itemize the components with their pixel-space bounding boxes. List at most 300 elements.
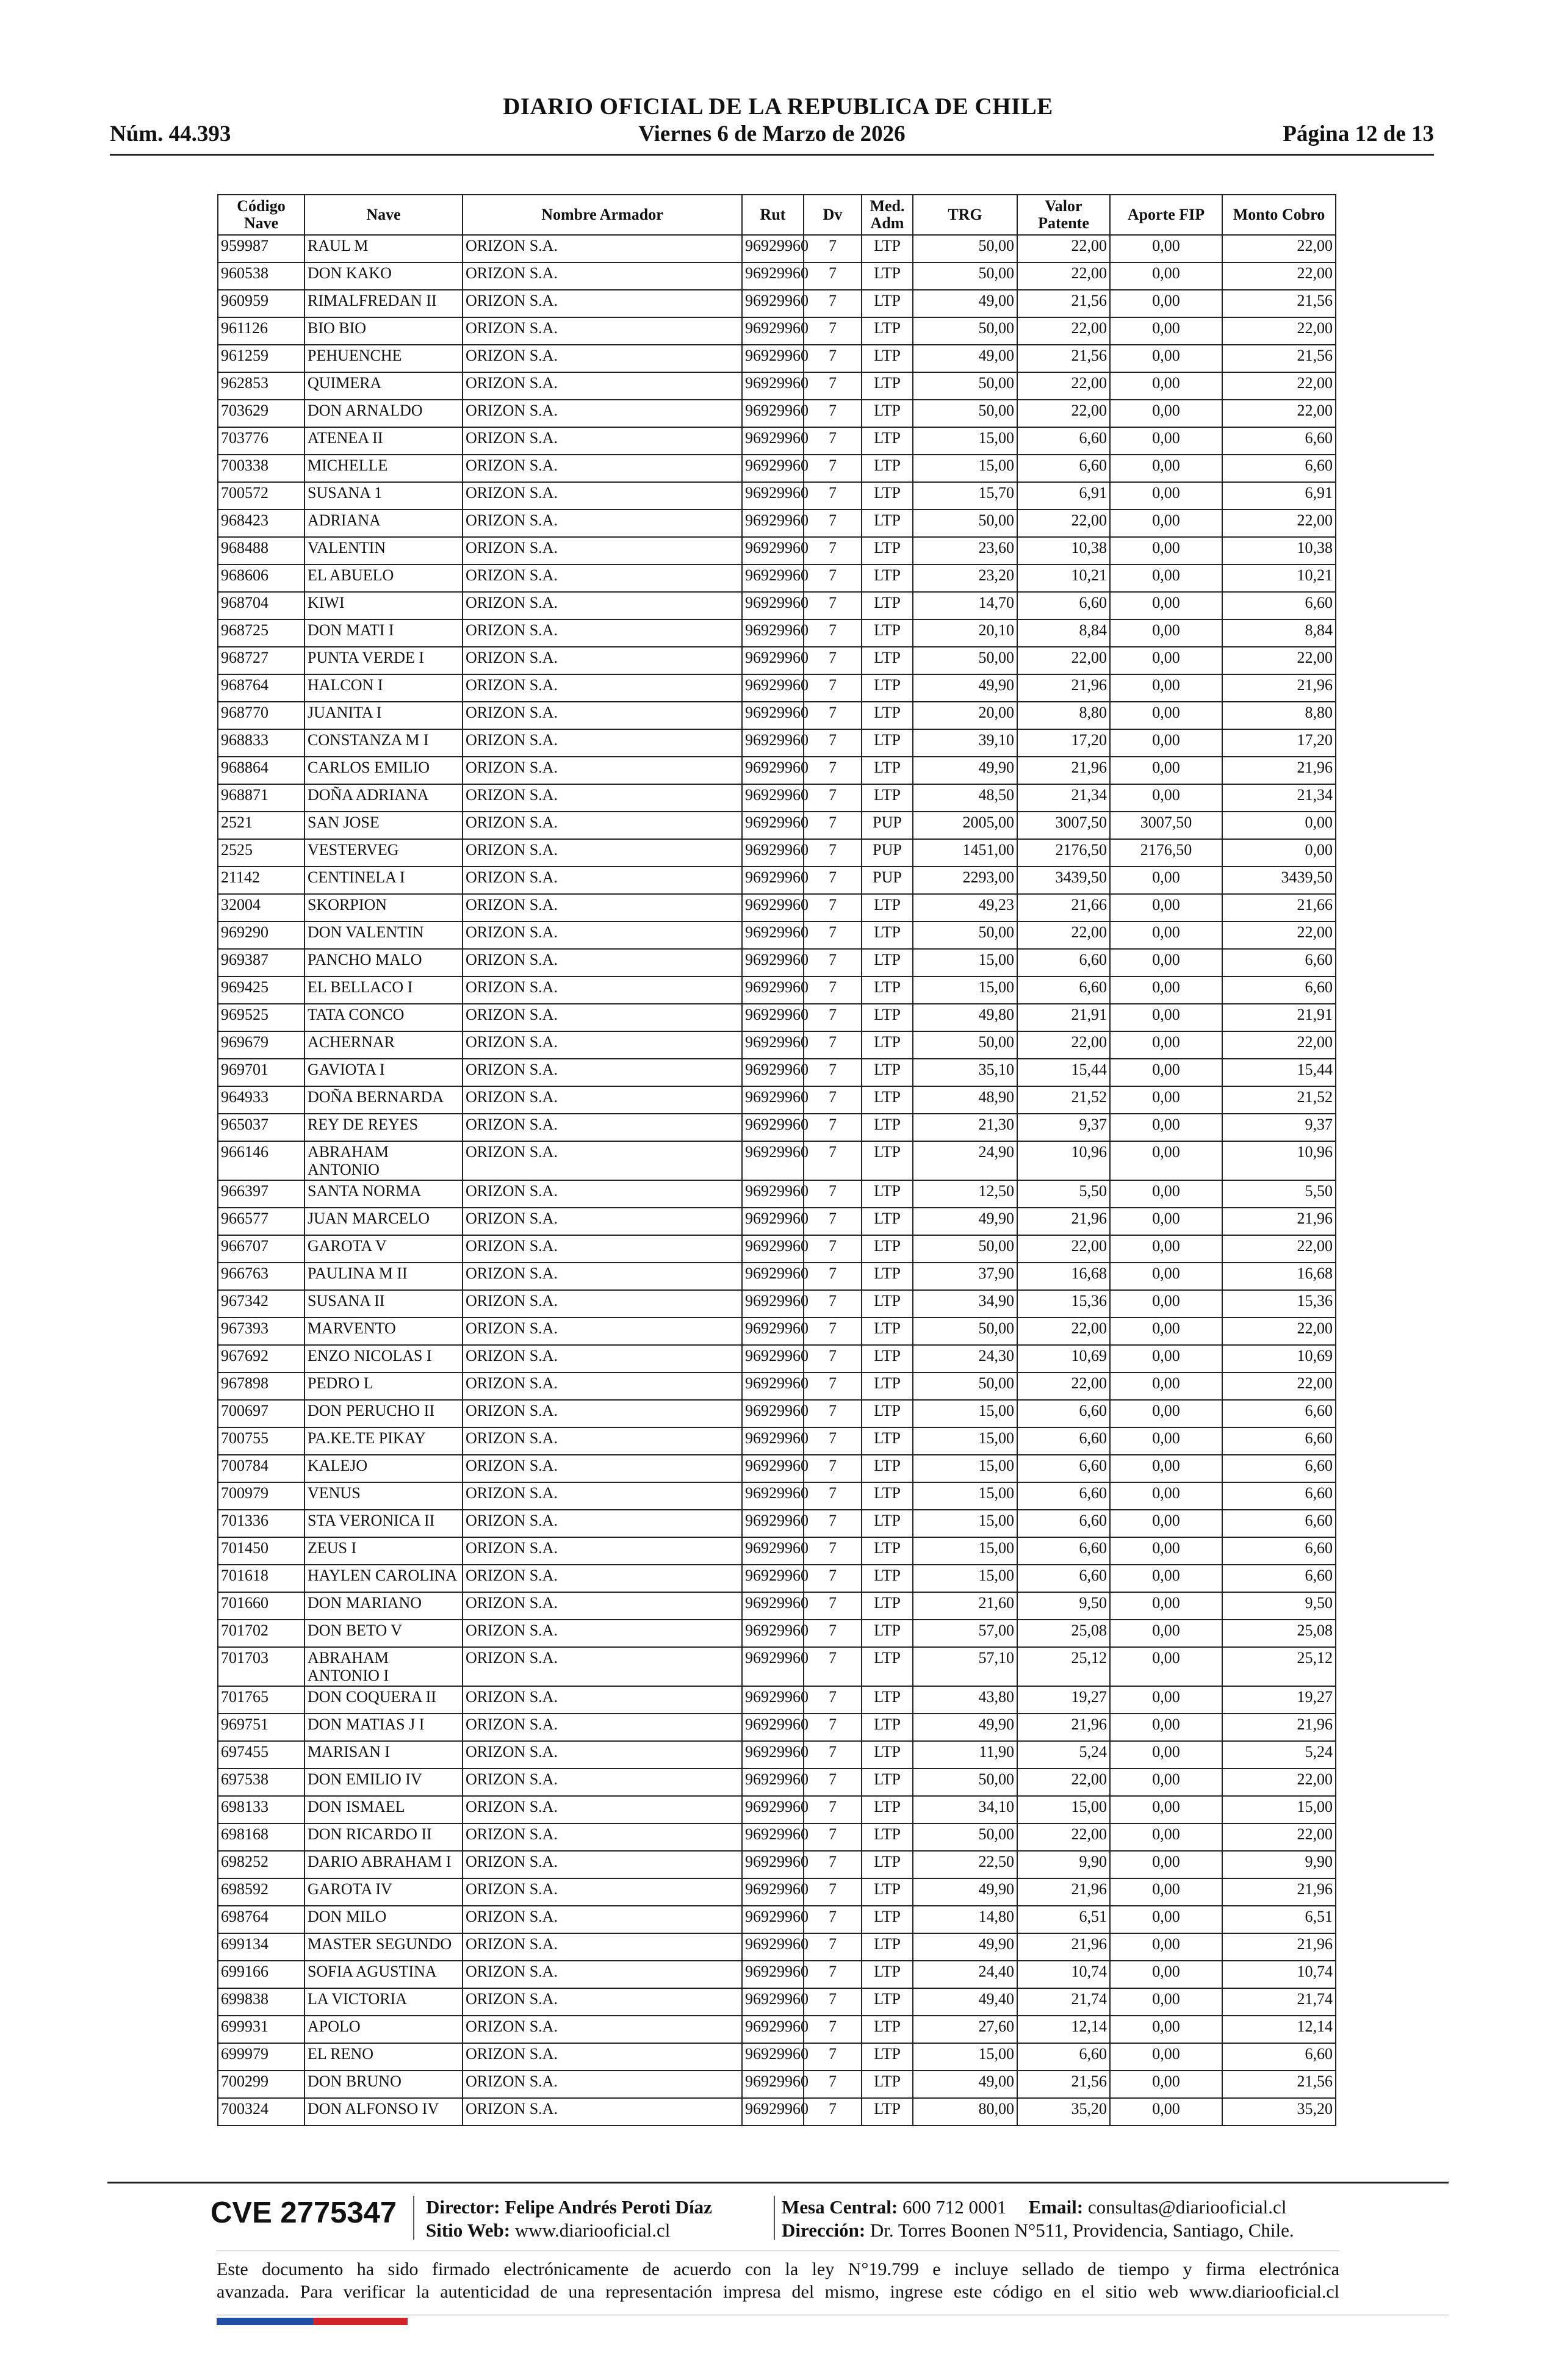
cell-vessel: DON COQUERA II	[304, 1686, 463, 1714]
cell-owner: ORIZON S.A.	[463, 1235, 742, 1263]
cell-fip: 0,00	[1110, 1537, 1222, 1565]
table-row	[218, 2098, 1336, 2126]
cell-rut: 96929960	[742, 1482, 804, 1510]
cell-dv: 7	[804, 235, 862, 262]
cell-owner: ORIZON S.A.	[463, 1565, 742, 1592]
table-row	[218, 1004, 1336, 1031]
cell-patent-value: 10,21	[1017, 564, 1110, 592]
page-number: Página 12 de 13	[1283, 121, 1434, 146]
cell-patent-value: 6,60	[1017, 1455, 1110, 1482]
cell-fip: 0,00	[1110, 1235, 1222, 1263]
cell-vessel: MARVENTO	[304, 1318, 463, 1345]
cell-dv: 7	[804, 812, 862, 839]
cell-vessel: JUAN MARCELO	[304, 1208, 463, 1235]
cell-code: 701703	[218, 1647, 304, 1686]
cell-rut: 96929960	[742, 2098, 804, 2126]
cell-med-adm: LTP	[862, 647, 913, 674]
cell-dv: 7	[804, 1592, 862, 1620]
cell-dv: 7	[804, 1086, 862, 1114]
cell-amount: 8,80	[1222, 702, 1336, 729]
cell-trg: 80,00	[913, 2098, 1017, 2126]
cell-med-adm: LTP	[862, 1510, 913, 1537]
cell-amount: 21,56	[1222, 290, 1336, 317]
cell-amount: 25,12	[1222, 1647, 1336, 1686]
cell-code: 703629	[218, 400, 304, 427]
cell-trg: 21,30	[913, 1114, 1017, 1141]
cell-med-adm: LTP	[862, 1086, 913, 1114]
cell-patent-value: 6,60	[1017, 1400, 1110, 1427]
cell-med-adm: LTP	[862, 1592, 913, 1620]
cell-med-adm: LTP	[862, 1372, 913, 1400]
cell-rut: 96929960	[742, 372, 804, 400]
table-row	[218, 1208, 1336, 1235]
cell-dv: 7	[804, 455, 862, 482]
cell-owner: ORIZON S.A.	[463, 1878, 742, 1906]
cell-code: 697455	[218, 1741, 304, 1769]
cell-rut: 96929960	[742, 1235, 804, 1263]
cell-med-adm: LTP	[862, 1878, 913, 1906]
cell-med-adm: LTP	[862, 1906, 913, 1933]
table-row	[218, 1510, 1336, 1537]
cell-owner: ORIZON S.A.	[463, 1345, 742, 1372]
cell-vessel: EL ABUELO	[304, 564, 463, 592]
cell-med-adm: PUP	[862, 867, 913, 894]
cell-rut: 96929960	[742, 1031, 804, 1059]
cell-fip: 0,00	[1110, 674, 1222, 702]
cell-med-adm: LTP	[862, 1988, 913, 2016]
legal-line: avanzada. Para verificar la autenticidad de una representación impresa del mismo, ingrese este código en el sitio web www.diariooficial.cl	[217, 2282, 1339, 2302]
cell-owner: ORIZON S.A.	[463, 372, 742, 400]
table-row	[218, 1263, 1336, 1290]
cell-amount: 22,00	[1222, 372, 1336, 400]
cell-fip: 0,00	[1110, 1592, 1222, 1620]
cell-amount: 12,14	[1222, 2016, 1336, 2043]
cell-amount: 22,00	[1222, 400, 1336, 427]
cell-amount: 6,60	[1222, 1565, 1336, 1592]
cell-code: 968488	[218, 537, 304, 564]
cell-dv: 7	[804, 1208, 862, 1235]
cell-patent-value: 22,00	[1017, 1823, 1110, 1851]
cell-fip: 0,00	[1110, 1741, 1222, 1769]
cell-patent-value: 6,60	[1017, 976, 1110, 1004]
table-row	[218, 674, 1336, 702]
cell-patent-value: 25,12	[1017, 1647, 1110, 1686]
cell-amount: 22,00	[1222, 1031, 1336, 1059]
cell-owner: ORIZON S.A.	[463, 1400, 742, 1427]
cell-trg: 15,00	[913, 2043, 1017, 2071]
cell-patent-value: 9,37	[1017, 1114, 1110, 1141]
cell-fip: 0,00	[1110, 317, 1222, 345]
cell-trg: 14,70	[913, 592, 1017, 619]
cell-code: 700755	[218, 1427, 304, 1455]
cell-fip: 0,00	[1110, 2016, 1222, 2043]
cell-trg: 39,10	[913, 729, 1017, 757]
cell-trg: 24,40	[913, 1961, 1017, 1988]
table-row	[218, 1851, 1336, 1878]
cell-vessel: CARLOS EMILIO	[304, 757, 463, 784]
email-link[interactable]: consultas@diariooficial.cl	[1087, 2196, 1287, 2218]
cell-dv: 7	[804, 262, 862, 290]
cell-owner: ORIZON S.A.	[463, 2016, 742, 2043]
cell-fip: 0,00	[1110, 1345, 1222, 1372]
cell-rut: 96929960	[742, 400, 804, 427]
cell-rut: 96929960	[742, 1059, 804, 1086]
cell-rut: 96929960	[742, 1263, 804, 1290]
cell-code: 968606	[218, 564, 304, 592]
cell-code: 966577	[218, 1208, 304, 1235]
cell-owner: ORIZON S.A.	[463, 1741, 742, 1769]
cell-med-adm: LTP	[862, 2098, 913, 2126]
cell-patent-value: 21,96	[1017, 1714, 1110, 1741]
table-row	[218, 1741, 1336, 1769]
column-header: Aporte FIP	[1110, 195, 1222, 235]
cell-vessel: ENZO NICOLAS I	[304, 1345, 463, 1372]
footer-separator	[774, 2196, 775, 2240]
cell-patent-value: 22,00	[1017, 510, 1110, 537]
cell-rut: 96929960	[742, 702, 804, 729]
cell-med-adm: LTP	[862, 894, 913, 921]
table-row	[218, 1427, 1336, 1455]
cell-med-adm: LTP	[862, 1004, 913, 1031]
cell-owner: ORIZON S.A.	[463, 1714, 742, 1741]
cell-med-adm: LTP	[862, 1482, 913, 1510]
cell-med-adm: LTP	[862, 262, 913, 290]
cell-dv: 7	[804, 564, 862, 592]
cell-owner: ORIZON S.A.	[463, 1114, 742, 1141]
cell-med-adm: LTP	[862, 1851, 913, 1878]
cell-fip: 0,00	[1110, 1031, 1222, 1059]
cell-rut: 96929960	[742, 1318, 804, 1345]
web-link[interactable]: www.diariooficial.cl	[514, 2220, 671, 2241]
cell-trg: 23,20	[913, 564, 1017, 592]
cell-owner: ORIZON S.A.	[463, 1823, 742, 1851]
cell-fip: 0,00	[1110, 1372, 1222, 1400]
cell-rut: 96929960	[742, 976, 804, 1004]
address-label: Dirección:	[782, 2220, 866, 2241]
table-row	[218, 482, 1336, 510]
cell-fip: 0,00	[1110, 1769, 1222, 1796]
cell-owner: ORIZON S.A.	[463, 894, 742, 921]
cell-fip: 0,00	[1110, 647, 1222, 674]
cell-vessel: ABRAHAM ANTONIO I	[304, 1647, 463, 1686]
cell-fip: 0,00	[1110, 757, 1222, 784]
cell-trg: 50,00	[913, 317, 1017, 345]
cell-patent-value: 15,36	[1017, 1290, 1110, 1318]
cell-amount: 21,96	[1222, 1714, 1336, 1741]
cell-rut: 96929960	[742, 1114, 804, 1141]
cell-patent-value: 22,00	[1017, 1769, 1110, 1796]
column-header: Nombre Armador	[463, 195, 742, 235]
cell-rut: 96929960	[742, 619, 804, 647]
cell-amount: 6,51	[1222, 1906, 1336, 1933]
cell-owner: ORIZON S.A.	[463, 784, 742, 812]
cell-rut: 96929960	[742, 1510, 804, 1537]
cell-dv: 7	[804, 894, 862, 921]
cell-dv: 7	[804, 1290, 862, 1318]
cell-rut: 96929960	[742, 812, 804, 839]
cell-trg: 15,70	[913, 482, 1017, 510]
cell-fip: 0,00	[1110, 1208, 1222, 1235]
cell-owner: ORIZON S.A.	[463, 1208, 742, 1235]
cell-patent-value: 6,60	[1017, 2043, 1110, 2071]
cell-trg: 2293,00	[913, 867, 1017, 894]
cell-owner: ORIZON S.A.	[463, 1086, 742, 1114]
cell-patent-value: 21,96	[1017, 1878, 1110, 1906]
cell-vessel: TATA CONCO	[304, 1004, 463, 1031]
cell-fip: 0,00	[1110, 262, 1222, 290]
cell-vessel: DON EMILIO IV	[304, 1769, 463, 1796]
cell-med-adm: LTP	[862, 2071, 913, 2098]
cell-code: 968833	[218, 729, 304, 757]
cell-vessel: SANTA NORMA	[304, 1180, 463, 1208]
cell-amount: 6,60	[1222, 592, 1336, 619]
cell-rut: 96929960	[742, 867, 804, 894]
cell-trg: 15,00	[913, 1455, 1017, 1482]
cell-owner: ORIZON S.A.	[463, 1263, 742, 1290]
cell-amount: 21,66	[1222, 894, 1336, 921]
cell-code: 960538	[218, 262, 304, 290]
cell-trg: 35,10	[913, 1059, 1017, 1086]
cell-rut: 96929960	[742, 1345, 804, 1372]
table-row	[218, 729, 1336, 757]
cell-med-adm: LTP	[862, 1141, 913, 1180]
cell-owner: ORIZON S.A.	[463, 317, 742, 345]
cell-amount: 21,34	[1222, 784, 1336, 812]
cell-amount: 22,00	[1222, 262, 1336, 290]
cell-fip: 0,00	[1110, 455, 1222, 482]
cell-vessel: DON ARNALDO	[304, 400, 463, 427]
table-row	[218, 317, 1336, 345]
web-label: Sitio Web:	[426, 2220, 511, 2241]
cell-amount: 9,37	[1222, 1114, 1336, 1141]
table-row	[218, 1906, 1336, 1933]
cell-code: 968704	[218, 592, 304, 619]
cell-med-adm: LTP	[862, 427, 913, 455]
flag-stripe-red	[313, 2318, 408, 2325]
cell-patent-value: 8,80	[1017, 702, 1110, 729]
cell-patent-value: 21,96	[1017, 1208, 1110, 1235]
cell-patent-value: 21,56	[1017, 290, 1110, 317]
cell-patent-value: 6,60	[1017, 1537, 1110, 1565]
cell-owner: ORIZON S.A.	[463, 2098, 742, 2126]
table-row	[218, 1372, 1336, 1400]
cell-med-adm: LTP	[862, 2016, 913, 2043]
table-row	[218, 1400, 1336, 1427]
cell-fip: 0,00	[1110, 345, 1222, 372]
cell-med-adm: PUP	[862, 812, 913, 839]
cell-trg: 37,90	[913, 1263, 1017, 1290]
cell-rut: 96929960	[742, 1686, 804, 1714]
cell-vessel: DON ALFONSO IV	[304, 2098, 463, 2126]
cell-rut: 96929960	[742, 262, 804, 290]
cell-dv: 7	[804, 1741, 862, 1769]
table-row	[218, 1235, 1336, 1263]
cell-fip: 0,00	[1110, 510, 1222, 537]
cell-amount: 6,91	[1222, 482, 1336, 510]
cell-amount: 10,38	[1222, 537, 1336, 564]
cell-med-adm: LTP	[862, 235, 913, 262]
cell-fip: 0,00	[1110, 592, 1222, 619]
cell-rut: 96929960	[742, 510, 804, 537]
mesa-label: Mesa Central:	[782, 2196, 898, 2218]
cell-dv: 7	[804, 1620, 862, 1647]
cell-code: 968727	[218, 647, 304, 674]
cell-fip: 0,00	[1110, 1988, 1222, 2016]
issue-date: Viernes 6 de Marzo de 2026	[638, 121, 906, 146]
cell-patent-value: 9,50	[1017, 1592, 1110, 1620]
cell-code: 965037	[218, 1114, 304, 1141]
table-row	[218, 455, 1336, 482]
cell-dv: 7	[804, 1510, 862, 1537]
cell-trg: 49,00	[913, 345, 1017, 372]
cell-vessel: BIO BIO	[304, 317, 463, 345]
cell-amount: 22,00	[1222, 1235, 1336, 1263]
cell-vessel: ACHERNAR	[304, 1031, 463, 1059]
cell-med-adm: LTP	[862, 1235, 913, 1263]
cell-code: 967393	[218, 1318, 304, 1345]
cell-owner: ORIZON S.A.	[463, 1180, 742, 1208]
cell-amount: 6,60	[1222, 1537, 1336, 1565]
table-row	[218, 812, 1336, 839]
cell-trg: 57,00	[913, 1620, 1017, 1647]
cell-patent-value: 25,08	[1017, 1620, 1110, 1647]
cell-dv: 7	[804, 1769, 862, 1796]
cell-trg: 50,00	[913, 1769, 1017, 1796]
table-row	[218, 290, 1336, 317]
cell-trg: 50,00	[913, 235, 1017, 262]
table-row	[218, 921, 1336, 949]
cell-med-adm: LTP	[862, 1823, 913, 1851]
cell-patent-value: 21,91	[1017, 1004, 1110, 1031]
cell-amount: 21,96	[1222, 1933, 1336, 1961]
table-body	[218, 235, 1336, 2126]
cell-amount: 16,68	[1222, 1263, 1336, 1290]
cell-trg: 49,00	[913, 2071, 1017, 2098]
table-row	[218, 235, 1336, 262]
cell-code: 700697	[218, 1400, 304, 1427]
cell-rut: 96929960	[742, 1796, 804, 1823]
cell-vessel: MARISAN I	[304, 1741, 463, 1769]
cell-code: 961259	[218, 345, 304, 372]
cell-vessel: PEHUENCHE	[304, 345, 463, 372]
cell-fip: 0,00	[1110, 976, 1222, 1004]
cell-owner: ORIZON S.A.	[463, 2043, 742, 2071]
cell-med-adm: LTP	[862, 1427, 913, 1455]
cell-dv: 7	[804, 1059, 862, 1086]
column-header: Valor Patente	[1017, 195, 1110, 235]
table-row	[218, 894, 1336, 921]
cell-owner: ORIZON S.A.	[463, 619, 742, 647]
cell-fip: 0,00	[1110, 949, 1222, 976]
cell-amount: 21,96	[1222, 674, 1336, 702]
cell-code: 969387	[218, 949, 304, 976]
cell-amount: 6,60	[1222, 976, 1336, 1004]
cell-code: 969679	[218, 1031, 304, 1059]
cell-dv: 7	[804, 510, 862, 537]
cell-patent-value: 5,24	[1017, 1741, 1110, 1769]
table-row	[218, 427, 1336, 455]
cell-amount: 21,74	[1222, 1988, 1336, 2016]
cell-med-adm: LTP	[862, 1933, 913, 1961]
cell-trg: 49,90	[913, 1714, 1017, 1741]
cell-amount: 0,00	[1222, 839, 1336, 867]
cell-code: 969290	[218, 921, 304, 949]
column-header: Código Nave	[218, 195, 304, 235]
cell-code: 966397	[218, 1180, 304, 1208]
cell-dv: 7	[804, 976, 862, 1004]
cell-rut: 96929960	[742, 1823, 804, 1851]
cell-dv: 7	[804, 1933, 862, 1961]
cell-med-adm: LTP	[862, 537, 913, 564]
cell-med-adm: LTP	[862, 564, 913, 592]
cell-dv: 7	[804, 1686, 862, 1714]
cell-owner: ORIZON S.A.	[463, 1961, 742, 1988]
cell-dv: 7	[804, 619, 862, 647]
cell-patent-value: 8,84	[1017, 619, 1110, 647]
cell-dv: 7	[804, 1235, 862, 1263]
cell-owner: ORIZON S.A.	[463, 482, 742, 510]
cell-owner: ORIZON S.A.	[463, 647, 742, 674]
cell-rut: 96929960	[742, 345, 804, 372]
cell-code: 699134	[218, 1933, 304, 1961]
cell-vessel: HAYLEN CAROLINA	[304, 1565, 463, 1592]
cell-patent-value: 6,91	[1017, 482, 1110, 510]
cell-med-adm: LTP	[862, 1714, 913, 1741]
cell-amount: 9,50	[1222, 1592, 1336, 1620]
table-header-row	[218, 195, 1336, 235]
cell-code: 961126	[218, 317, 304, 345]
cell-fip: 0,00	[1110, 1933, 1222, 1961]
cell-amount: 9,90	[1222, 1851, 1336, 1878]
cell-owner: ORIZON S.A.	[463, 1059, 742, 1086]
footer-divider	[107, 2182, 1449, 2183]
cell-med-adm: LTP	[862, 372, 913, 400]
cell-fip: 0,00	[1110, 1141, 1222, 1180]
cell-vessel: DON MATI I	[304, 619, 463, 647]
table-row	[218, 1290, 1336, 1318]
cell-fip: 2176,50	[1110, 839, 1222, 867]
cell-code: 2521	[218, 812, 304, 839]
cell-owner: ORIZON S.A.	[463, 757, 742, 784]
table-row	[218, 784, 1336, 812]
cell-amount: 6,60	[1222, 455, 1336, 482]
cell-owner: ORIZON S.A.	[463, 537, 742, 564]
cell-amount: 10,74	[1222, 1961, 1336, 1988]
cell-rut: 96929960	[742, 729, 804, 757]
cell-fip: 0,00	[1110, 784, 1222, 812]
cell-rut: 96929960	[742, 2071, 804, 2098]
cell-rut: 96929960	[742, 1620, 804, 1647]
cell-trg: 49,90	[913, 674, 1017, 702]
cell-dv: 7	[804, 839, 862, 867]
cell-fip: 0,00	[1110, 2098, 1222, 2126]
cell-trg: 15,00	[913, 455, 1017, 482]
cell-dv: 7	[804, 1180, 862, 1208]
cell-dv: 7	[804, 784, 862, 812]
cell-vessel: PANCHO MALO	[304, 949, 463, 976]
cell-code: 968864	[218, 757, 304, 784]
cell-vessel: KIWI	[304, 592, 463, 619]
cell-vessel: DON PERUCHO II	[304, 1400, 463, 1427]
cell-fip: 0,00	[1110, 1620, 1222, 1647]
cell-rut: 96929960	[742, 1906, 804, 1933]
cell-code: 967342	[218, 1290, 304, 1318]
cell-patent-value: 22,00	[1017, 647, 1110, 674]
cell-fip: 0,00	[1110, 1086, 1222, 1114]
cell-owner: ORIZON S.A.	[463, 510, 742, 537]
cell-vessel: HALCON I	[304, 674, 463, 702]
cell-rut: 96929960	[742, 317, 804, 345]
